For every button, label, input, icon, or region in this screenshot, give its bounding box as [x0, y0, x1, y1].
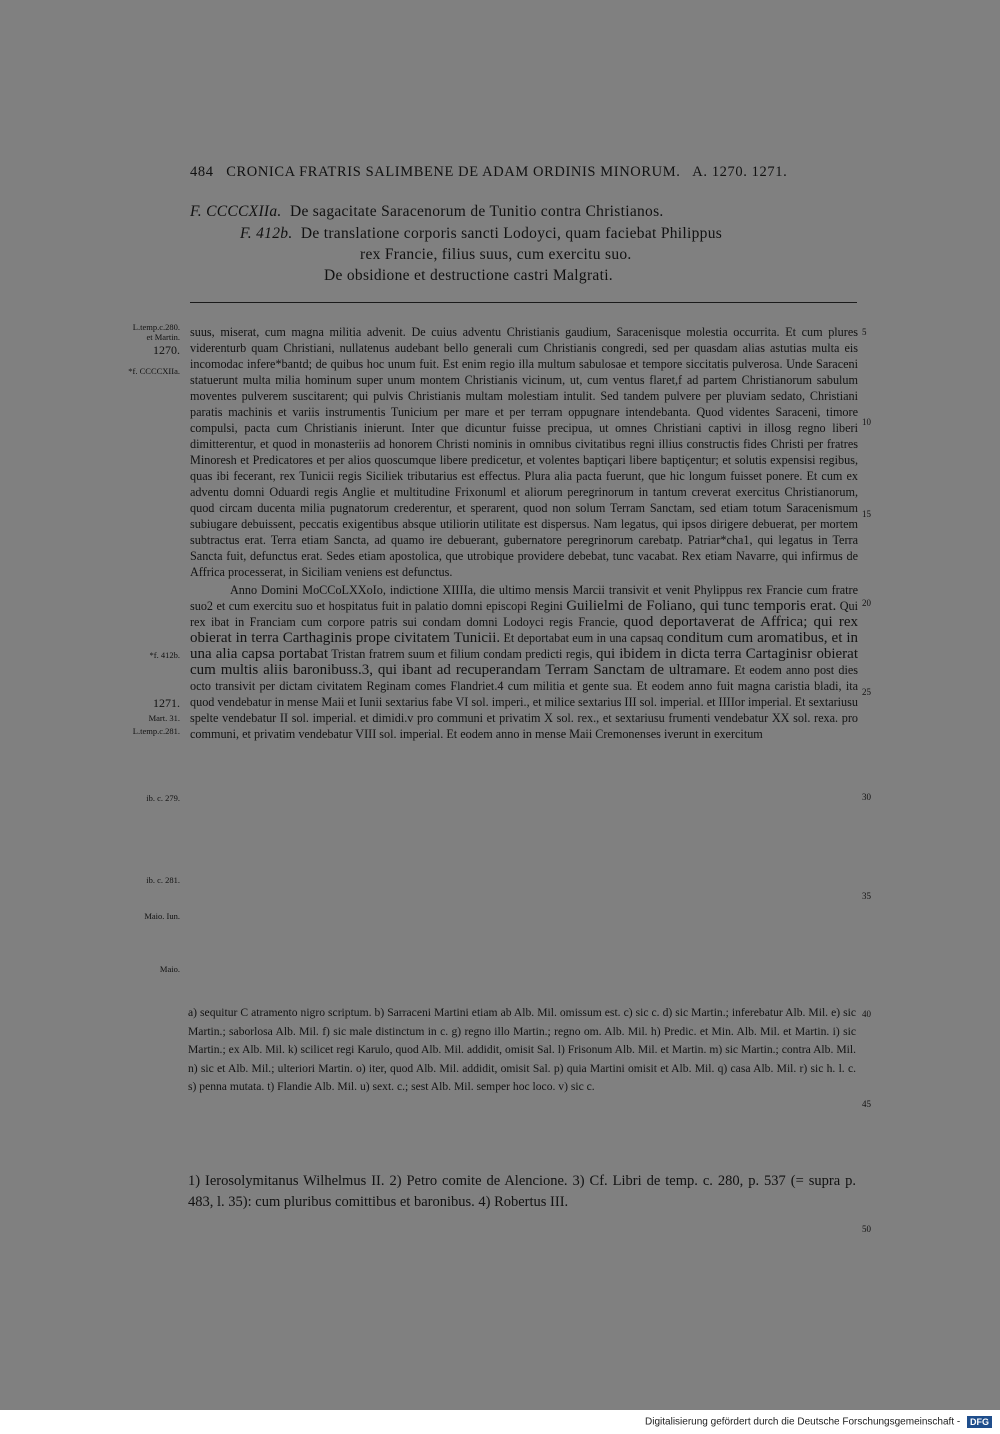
- line-number: 45: [862, 1099, 871, 1109]
- header-years: A. 1270. 1271.: [692, 164, 788, 180]
- text-span: Guilielmi de Foliano, qui tunc temporis erat.: [566, 598, 837, 614]
- toc-label: F. 412b.: [240, 225, 293, 242]
- line-number: 50: [862, 1224, 871, 1234]
- critical-apparatus: [188, 1004, 856, 1097]
- toc-row: [190, 203, 664, 221]
- running-header: [190, 164, 860, 181]
- margin-note: Maio. Iun.: [144, 911, 180, 921]
- divider-rule: [190, 302, 857, 303]
- margin-note: Maio.: [159, 964, 180, 974]
- line-number: 5: [862, 327, 867, 337]
- toc-row: [360, 246, 632, 264]
- margin-note: L.temp.c.281.: [132, 726, 180, 736]
- text-span: Et deportabat eum in una capsaq: [503, 631, 664, 645]
- main-text: [190, 324, 858, 742]
- line-number: 25: [862, 687, 871, 697]
- text-span: conditum cum aromatibus, et in una alia capsa portabat: [190, 630, 859, 662]
- toc-text: De sagacitate Saracenorum de Tunitio contra Christianos.: [289, 203, 664, 220]
- margin-note: *f. CCCCXIIa.: [128, 366, 180, 376]
- toc-text: rex Francie, filius suus, cum exercitu suo.: [360, 246, 632, 263]
- text-span: Et eodem anno post dies octo transivit per dictam civitatem Reginam comes Flandriet.4 cum militia et gente sua. Et eodem anno fuit magna caristia bladi, ita quod vendebatur in mense Maii et Iunii sextarius fabe VI sol. imperi., et milice sextarius III sol. imperial. et IIIIor imperial. Et sextariusu spelte vendebatur II sol. imperial. et dimidi.v pro communi et privatim X sol. rex., et sextariusu frumenti vendebatur XX sol. rexa. pro communi, et privatim vendebatur VIII sol. imperial. Et eodem anno in mense Maii Cremonenses iverunt in exercitum: [190, 663, 858, 741]
- line-number: 35: [862, 891, 871, 901]
- text-span: quod deportaverat de Affrica; qui rex obierat in terra Carthaginis prope civitatem Tunicii.: [190, 614, 859, 646]
- margin-note: L.temp.c.280.: [132, 322, 180, 332]
- toc-row: [324, 267, 613, 285]
- margin-note: et Martin.: [146, 332, 180, 342]
- toc-label: F. CCCCXIIa.: [190, 203, 282, 220]
- line-number: 10: [862, 417, 871, 427]
- margin-note: ib. c. 281.: [146, 875, 180, 885]
- text-span: qui ibidem in dicta terra Cartaginisr obierat cum multis aliis baronibuss.3, qui ibant ad recuperandam Terram Sanctam de ultramare.: [190, 646, 859, 678]
- footnotes-text: 1) Ierosolymitanus Wilhelmus II. 2) Petro comite de Alencione. 3) Cf. Libri de temp. c. 280, p. 537 (= supra p. 483, l. 35): cum pluribus comittibus et baronibus. 4) Robertus III.: [188, 1173, 856, 1210]
- text-span: Qui rex ibat in Franciam cum corpore patris sui condam domni Lodoyci regis Francie,: [190, 599, 859, 629]
- margin-note: *f. 412b.: [149, 650, 180, 660]
- text-span: Anno Domini MoCCoLXXoIo, indictione XIIIIa, die ultimo mensis Marcii transivit et venit Phylippus rex Francie cum fratre suo2 et cum exercitu suo et hospitatus fuit in palatio domni episcopi Regini: [190, 583, 858, 613]
- margin-note: ib. c. 279.: [146, 793, 180, 803]
- line-number: 30: [862, 792, 871, 802]
- margin-note: 1270.: [153, 343, 180, 357]
- line-number: 20: [862, 598, 871, 608]
- toc-text: De translatione corporis sancti Lodoyci, quam faciebat Philippus: [300, 225, 723, 242]
- apparatus-text: a) sequitur C atramento nigro scriptum. b) Sarraceni Martini etiam ab Alb. Mil. omissum est. c) sic c. d) sic Martin.; inferebatur Alb. Mil. e) sic Martin.; saborlosa Alb. Mil. f) sic male distinctum in c. g) regno illo Martin.; regno om. Alb. Mil. h) Predic. et Min. Alb. Mil. et Martin. i) sic Martin.; ex Alb. Mil. k) scilicet regi Karulo, quod Alb. Mil. addidit, omisit Sal. l) Frisonum Alb. Mil. et Martin. m) sic Martin.; contra Alb. Mil. n) sic et Alb. Mil.; ulteriori Martin. o) iter, quod Alb. Mil. addidit, omisit Sal. p) quia Martini omisit et Alb. Mil. q) casa Alb. Mil. r) sic h. l. c. s) penna mutata. t) Flandie Alb. Mil. u) sext. c.; sest Alb. Mil. semper hoc loco. v) sic c.: [188, 1006, 856, 1093]
- margin-note: Mart. 31.: [148, 713, 180, 723]
- footnotes: [188, 1171, 856, 1213]
- line-number: 40: [862, 1009, 871, 1019]
- toc-text: De obsidione et destructione castri Malgrati.: [324, 267, 613, 284]
- paragraph: suus, miserat, cum magna militia advenit. De cuius adventu Christianis gaudium, Saracenisque molestia occurrita. Et cum plures viderenturb quam Christiani, nullatenus audebant bello generali cum Christianis congredi, sed per quasdam alias astutias multa eis incomodac infere*bantd; de quibus hoc unum fuit. Est enim regio illa multum sabulosae et tempore siccitatis pulverosa. Unde Saraceni statuerunt multa milia hominum super unum montem Christianis vicinum, ut, cum ventus flaret,f ad partem Christianorum sabulum moventes pulverem suscitarent; qui pulvis Christianis multam molestiam intulit. Sed tandem pulvere per pluviam sedato, Christiani paratis machinis et variis instrumentis Tunicium per mare et per terram oppugnare intendebanta. Quod videntes Saraceni, timore compulsi, pacta cum Christianis inierunt. Inter que dicuntur fuisse precipua, ut omnes Christiani captivi in illosg regno liberi dimitterentur, et quod in monasteriis ad honorem Christi nominis in omnibus civitatibus regni illius constructis fides Christi per fratres Minoresh et Predicatores et per alios quoscumque libere predicetur, et volentes baptiçari libere baptiçentur; et solutis expensisi regibus, quas ibi fecerant, rex Tunicii regis Siciliek tributarius est effectus. Plura alia pacta fuerunt, que hic longum fuisset ponere. Et cum ex adventu domni Oduardi regis Anglie et multitudine Frixonuml et aliorum peregrinorum in tantum creverat exercitus Christianorum, quod circam ducenta milia pugnatorum crederentur, et sperarent, quod non solum Terram Sanctam, sed etiam totum Saracenismum subiugare debuissent, peccatis exigentibus absque utiliorin utilitate est dispersus. Nam legatus, qui ipsos dirigere debuerat, per mortem subtractus erat. Terra etiam Sancta, ad quamo ire debuerant, gubernatore peregrinorum carebatp. Patriar*cha1, qui legatus in Terra Sancta fuit, defunctus erat. Sedes etiam apostolica, que utrobique providere debebat, tunc vacabat. Rex etiam Navarre, qui infirmus de Affrica processerat, in Siciliam veniens est defunctus.: [190, 325, 858, 579]
- toc-row: [240, 225, 722, 243]
- page-number: 484: [190, 164, 214, 180]
- header-title: CRONICA FRATRIS SALIMBENE DE ADAM ORDINIS MINORUM.: [226, 164, 681, 180]
- margin-note: 1271.: [153, 696, 180, 710]
- footer-text: Digitalisierung gefördert durch die Deutsche Forschungsgemeinschaft -: [645, 1416, 961, 1428]
- line-number: 15: [862, 509, 871, 519]
- digitization-footer: [645, 1416, 992, 1428]
- dfg-logo: DFG: [967, 1416, 992, 1428]
- paragraph: [190, 582, 858, 742]
- text-span: Tristan fratrem suum et filium condam predicti regis,: [331, 647, 593, 661]
